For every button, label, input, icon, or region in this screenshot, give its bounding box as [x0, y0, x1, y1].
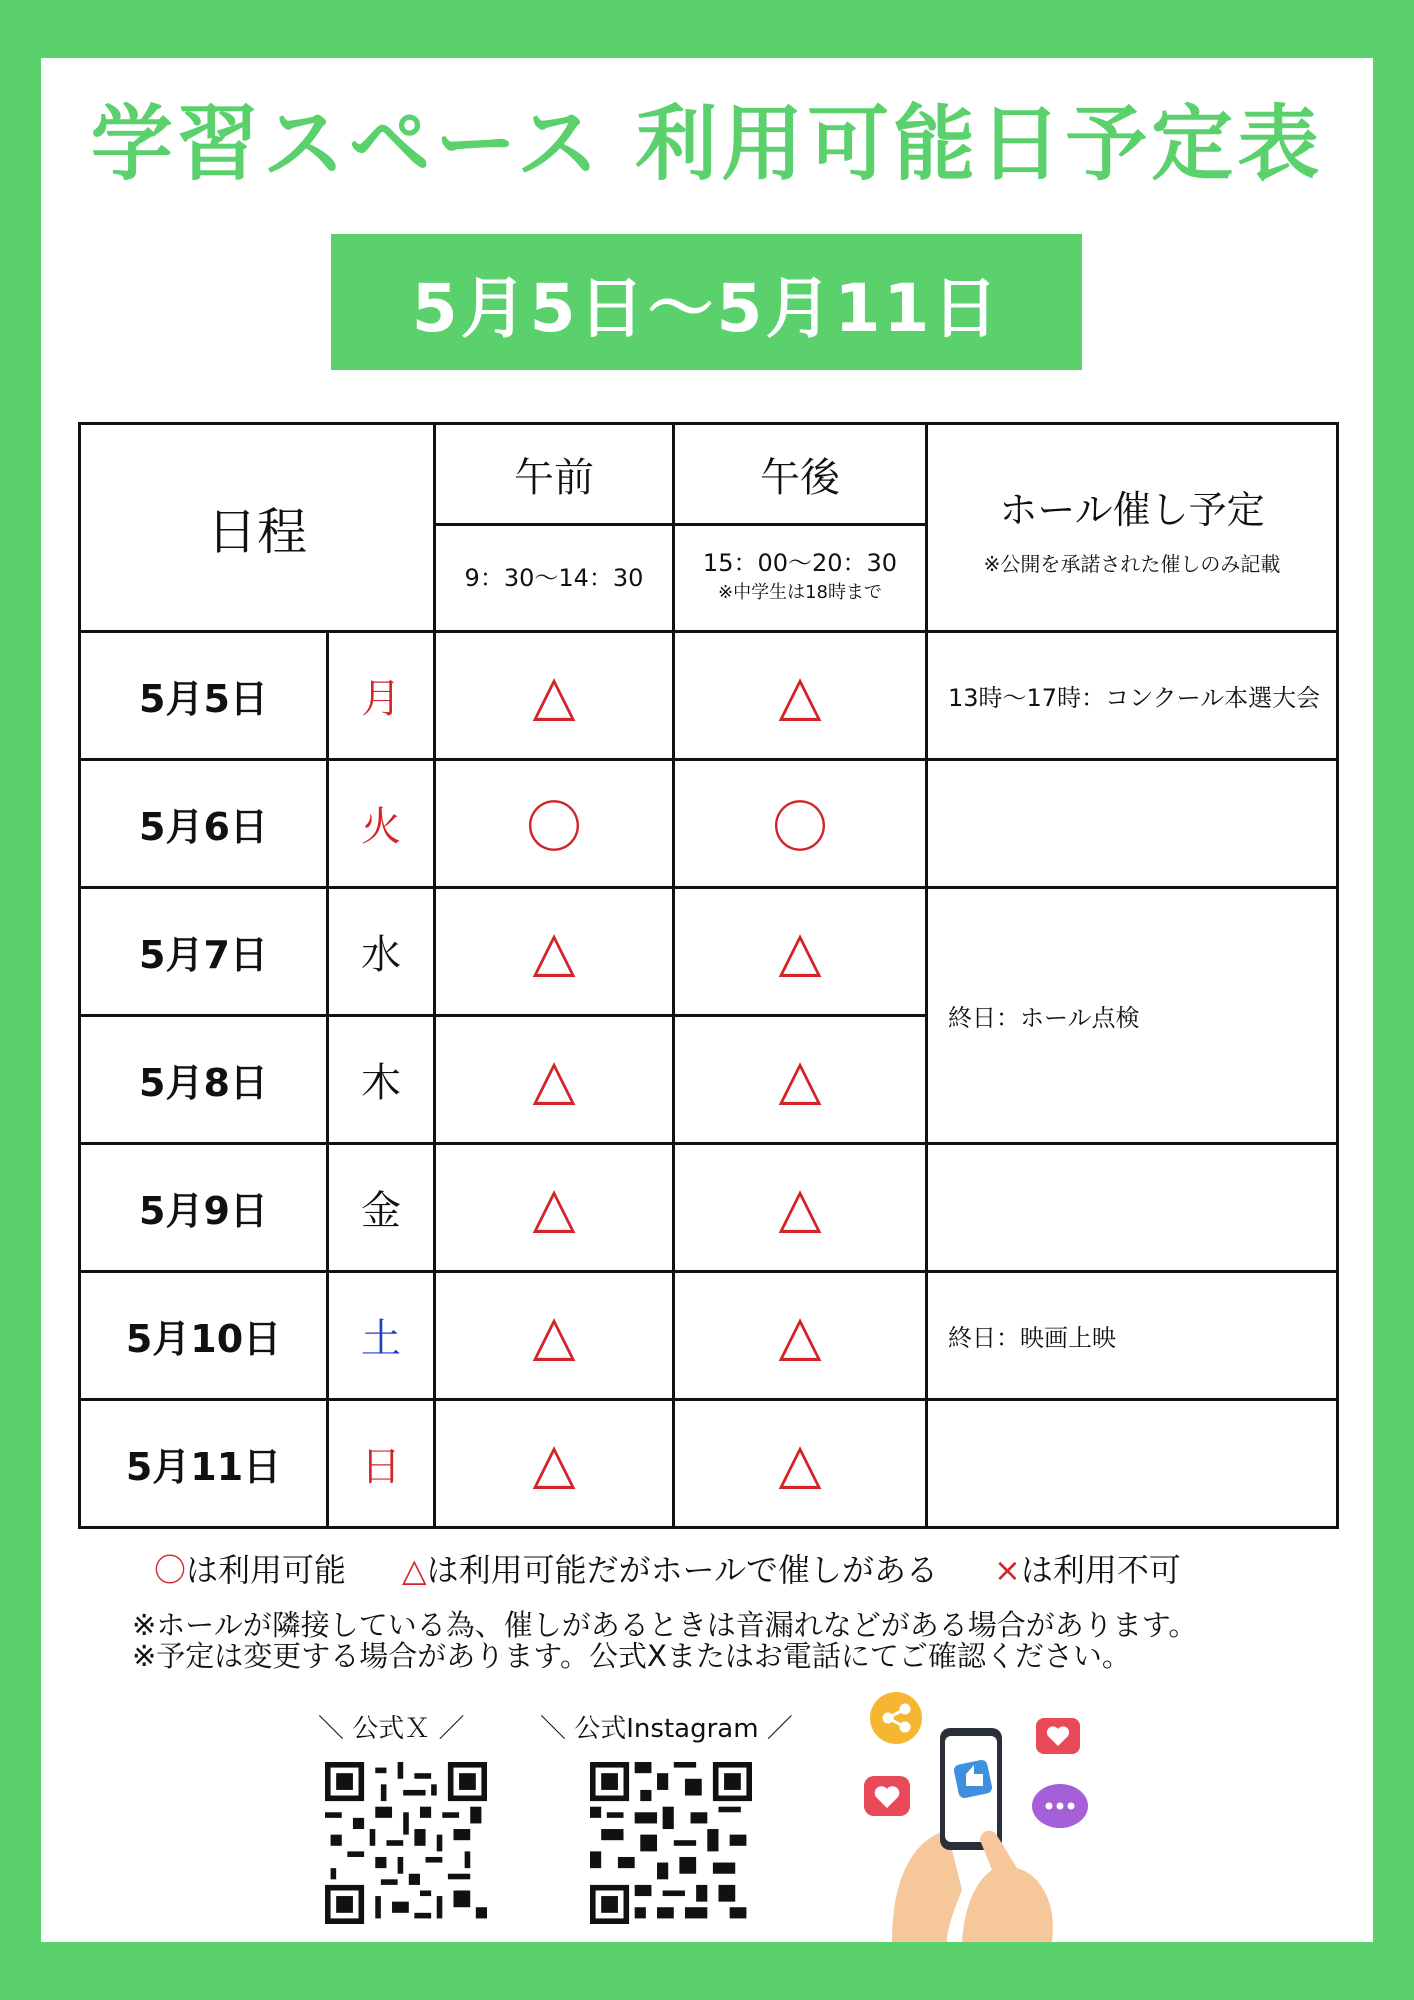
- am-header: 午前: [435, 424, 674, 525]
- am-time: 9：30～14：30: [435, 525, 674, 632]
- pm-status: △: [674, 1016, 927, 1144]
- date-cell: 5月11日: [80, 1400, 328, 1528]
- instagram-qr-label: ＼ 公式Instagram ／: [540, 1714, 793, 1744]
- date-cell: 5月6日: [80, 760, 328, 888]
- am-status: △: [435, 1272, 674, 1400]
- instagram-qr-code[interactable]: [590, 1762, 752, 1924]
- notes: [132, 1610, 1332, 1672]
- date-range-banner: 5月5日～5月11日: [331, 234, 1082, 370]
- weekday-cell: 土: [328, 1272, 435, 1400]
- date-cell: 5月10日: [80, 1272, 328, 1400]
- weekday-cell: 金: [328, 1144, 435, 1272]
- table-row: [80, 1272, 1338, 1400]
- hall-header-note: ※公開を承諾された催しのみ記載: [983, 551, 1281, 576]
- pm-status: 〇: [674, 760, 927, 888]
- schedule-table: [78, 422, 1339, 1529]
- date-cell: 5月8日: [80, 1016, 328, 1144]
- social-media-hand-illustration: [852, 1690, 1102, 1942]
- pm-time: 15：00～20：30: [702, 549, 898, 577]
- pm-time-cell: [674, 525, 927, 632]
- date-cell: 5月5日: [80, 632, 328, 760]
- share-icon: [870, 1692, 922, 1744]
- legend-available: [154, 1545, 346, 1591]
- table-row: [80, 760, 1338, 888]
- am-status: △: [435, 1144, 674, 1272]
- hall-event: [927, 1144, 1338, 1272]
- pm-status: △: [674, 1272, 927, 1400]
- legend-unavailable-text: は利用不可: [1020, 1551, 1181, 1589]
- hall-header-title: ホール催し予定: [999, 487, 1265, 532]
- triangle-symbol: △: [402, 1551, 427, 1589]
- note-line: ※予定は変更する場合があります。公式Xまたはお電話にてご確認ください。: [132, 1639, 1131, 1673]
- legend: [154, 1545, 1284, 1591]
- circle-symbol: 〇: [154, 1551, 187, 1589]
- table-row: [80, 888, 1338, 1016]
- hall-event: 終日：ホール点検: [927, 888, 1338, 1144]
- weekday-cell: 水: [328, 888, 435, 1016]
- hall-event: [927, 1400, 1338, 1528]
- table-row: [80, 632, 1338, 760]
- note-line: ※ホールが隣接している為、催しがあるときは音漏れなどがある場合があります。: [132, 1608, 1198, 1642]
- x-qr-code[interactable]: [325, 1762, 487, 1924]
- am-status: △: [435, 1016, 674, 1144]
- pm-status: △: [674, 632, 927, 760]
- am-status: △: [435, 888, 674, 1016]
- weekday-cell: 木: [328, 1016, 435, 1144]
- hall-event: 13時～17時：コンクール本選大会: [927, 632, 1338, 760]
- am-status: 〇: [435, 760, 674, 888]
- pm-status: △: [674, 1400, 927, 1528]
- pm-status: △: [674, 1144, 927, 1272]
- date-cell: 5月9日: [80, 1144, 328, 1272]
- am-status: △: [435, 1400, 674, 1528]
- table-row: [80, 1144, 1338, 1272]
- page-title: 学習スペース 利用可能日予定表: [90, 97, 1324, 192]
- legend-available-text: は利用可能: [186, 1551, 347, 1589]
- hall-event: 終日：映画上映: [927, 1272, 1338, 1400]
- weekday-cell: 火: [328, 760, 435, 888]
- weekday-cell: 日: [328, 1400, 435, 1528]
- date-cell: 5月7日: [80, 888, 328, 1016]
- hall-event: [927, 760, 1338, 888]
- pm-status: △: [674, 888, 927, 1016]
- hall-header: [927, 424, 1338, 632]
- x-qr-label: ＼ 公式Ｘ ／: [318, 1714, 465, 1744]
- am-status: △: [435, 632, 674, 760]
- pm-header: 午後: [674, 424, 927, 525]
- schedule-header: 日程: [80, 424, 435, 632]
- pm-note: ※中学生は18時まで: [718, 582, 882, 603]
- legend-event: [402, 1545, 938, 1591]
- legend-unavailable: [994, 1545, 1181, 1591]
- cross-symbol: ×: [994, 1551, 1021, 1589]
- weekday-cell: 月: [328, 632, 435, 760]
- legend-event-text: は利用可能だがホールで催しがある: [426, 1551, 939, 1589]
- table-row: [80, 1400, 1338, 1528]
